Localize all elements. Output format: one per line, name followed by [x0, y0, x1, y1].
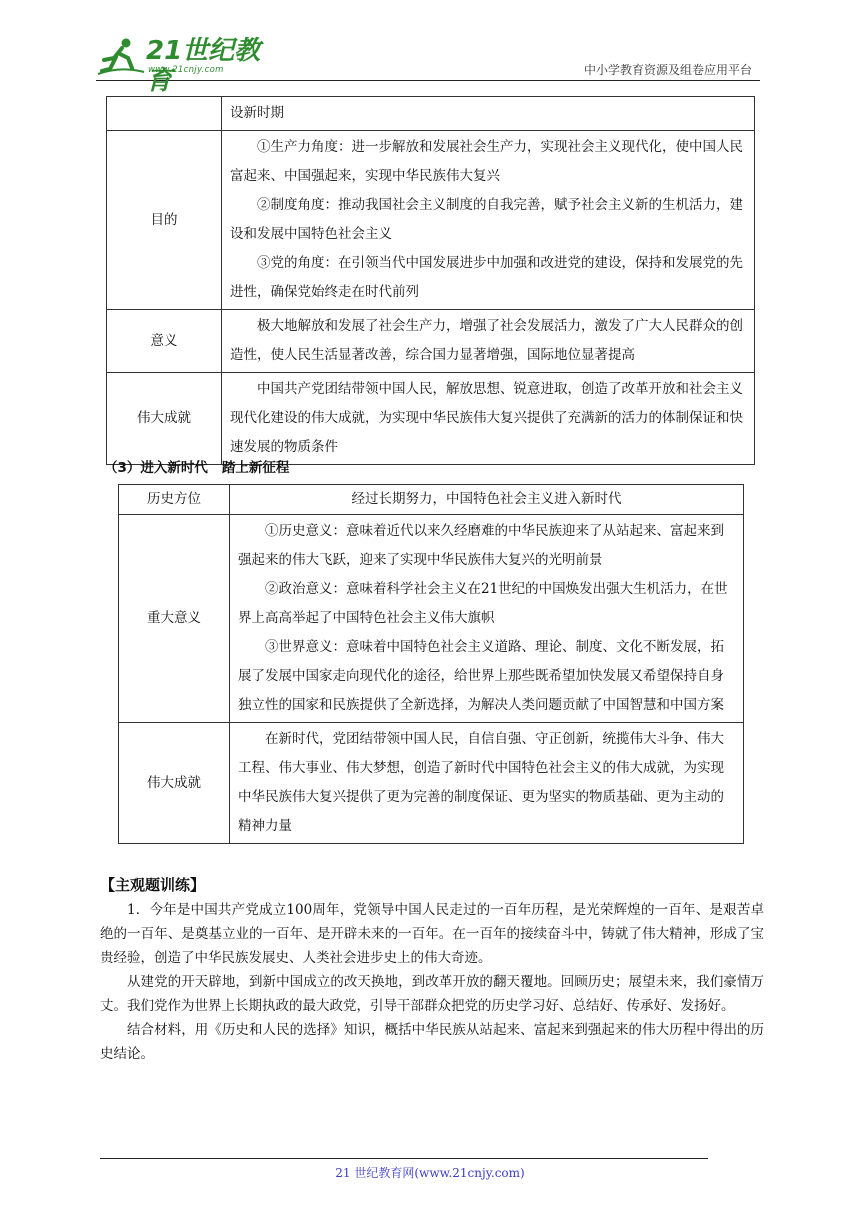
table-cell-content — [230, 723, 744, 844]
row-label-purpose: 目的 — [107, 131, 222, 310]
paragraph: 极大地解放和发展了社会生产力，增强了社会发展活力，激发了广大人民群众的创造性，使人民生活显著改善，综合国力显著增强，国际地位显著提高 — [230, 318, 743, 363]
table-new-era — [118, 484, 744, 844]
table-reform-period — [106, 96, 755, 465]
table-cell-content — [222, 131, 755, 310]
table-row — [107, 310, 755, 373]
logo — [96, 36, 276, 96]
paragraph: ①生产力角度：进一步解放和发展社会生产力，实现社会主义现代化，使中国人民富起来、中国强起来，实现中华民族伟大复兴 — [230, 139, 743, 184]
table-cell-content — [222, 373, 755, 465]
footer-divider — [100, 1158, 708, 1159]
paragraph: ②制度角度：推动我国社会主义制度的自我完善，赋予社会主义新的生机活力，建设和发展中国特色社会主义 — [230, 197, 743, 242]
section-title — [104, 456, 289, 476]
table-row — [119, 515, 744, 723]
table-cell-content: 设新时期 — [222, 97, 755, 131]
question-paragraph: 从建党的开天辟地，到新中国成立的改天换地，到改革开放的翻天覆地。回顾历史；展望未来，我们豪情万丈。我们党作为世界上长期执政的最大政党，引导干部群众把党的历史学习好、总结好、传承好、发扬好。 — [100, 974, 764, 1014]
practice-question — [100, 898, 764, 1066]
row-label-significance: 重大意义 — [119, 515, 230, 723]
paragraph: ②政治意义：意味着科学社会主义在21世纪的中国焕发出强大生机活力，在世界上高高举起了中国特色社会主义伟大旗帜 — [238, 581, 728, 626]
table-cell-content — [230, 515, 744, 723]
table-row — [107, 131, 755, 310]
section-number: （3） — [104, 460, 141, 476]
row-label-achievement: 伟大成就 — [119, 723, 230, 844]
question-paragraph: 1．今年是中国共产党成立100周年，党领导中国人民走过的一百年历程，是光荣辉煌的一百年、是艰苦卓绝的一百年、是奠基立业的一百年、是开辟未来的一百年。在一百年的接续奋斗中，铸就了伟大精神，形成了宝贵经验，创造了中华民族发展史、人类社会进步史上的伟大奇迹。 — [100, 902, 764, 966]
practice-heading: 【主观题训练】 — [100, 876, 206, 894]
table-cell-content: 经过长期努力，中国特色社会主义进入新时代 — [230, 485, 744, 515]
table-row — [107, 373, 755, 465]
paragraph: ③党的角度：在引领当代中国发展进步中加强和改进党的建设，保持和发展党的先进性，确保党始终走在时代前列 — [230, 255, 743, 300]
paragraph: 在新时代，党团结带领中国人民，自信自强、守正创新，统揽伟大斗争、伟大工程、伟大事业、伟大梦想，创造了新时代中国特色社会主义的伟大成就，为实现中华民族伟大复兴提供了更为完善的制度保证、更为坚实的物质基础、更为主动的精神力量 — [238, 731, 724, 834]
table-cell-label — [107, 97, 222, 131]
footer-link[interactable]: 21 世纪教育网(www.21cnjy.com) — [335, 1166, 525, 1180]
table-row — [119, 723, 744, 844]
question-prompt: 结合材料，用《历史和人民的选择》知识，概括中华民族从站起来、富起来到强起来的伟大历程中得出的历史结论。 — [100, 1022, 764, 1062]
section-title-part1: 进入新时代 — [140, 460, 208, 476]
table-cell-content — [222, 310, 755, 373]
paragraph: ③世界意义：意味着中国特色社会主义道路、理论、制度、文化不断发展，拓展了发展中国家走向现代化的途径，给世界上那些既希望加快发展又希望保持自身独立性的国家和民族提供了全新选择，为解决人类问题贡献了中国智慧和中国方案 — [238, 639, 724, 713]
logo-text: 21世纪教育 — [146, 36, 261, 96]
runner-icon — [96, 36, 146, 76]
paragraph: 中国共产党团结带领中国人民，解放思想、锐意进取，创造了改革开放和社会主义现代化建设的伟大成就，为实现中华民族伟大复兴提供了充满新的活力的体制保证和快速发展的物质条件 — [230, 381, 743, 455]
table-row — [107, 97, 755, 131]
section-title-part2: 踏上新征程 — [221, 460, 290, 476]
platform-name: 中小学教育资源及组卷应用平台 — [583, 63, 752, 77]
table-row — [119, 485, 744, 515]
paragraph: ①历史意义：意味着近代以来久经磨难的中华民族迎来了从站起来、富起来到强起来的伟大飞跃，迎来了实现中华民族伟大复兴的光明前景 — [238, 523, 724, 568]
page-header — [96, 36, 760, 96]
row-label-position: 历史方位 — [119, 485, 230, 515]
logo-url: www.21cnjy.com — [148, 65, 224, 75]
row-label-significance: 意义 — [107, 310, 222, 373]
row-label-achievement: 伟大成就 — [107, 373, 222, 465]
